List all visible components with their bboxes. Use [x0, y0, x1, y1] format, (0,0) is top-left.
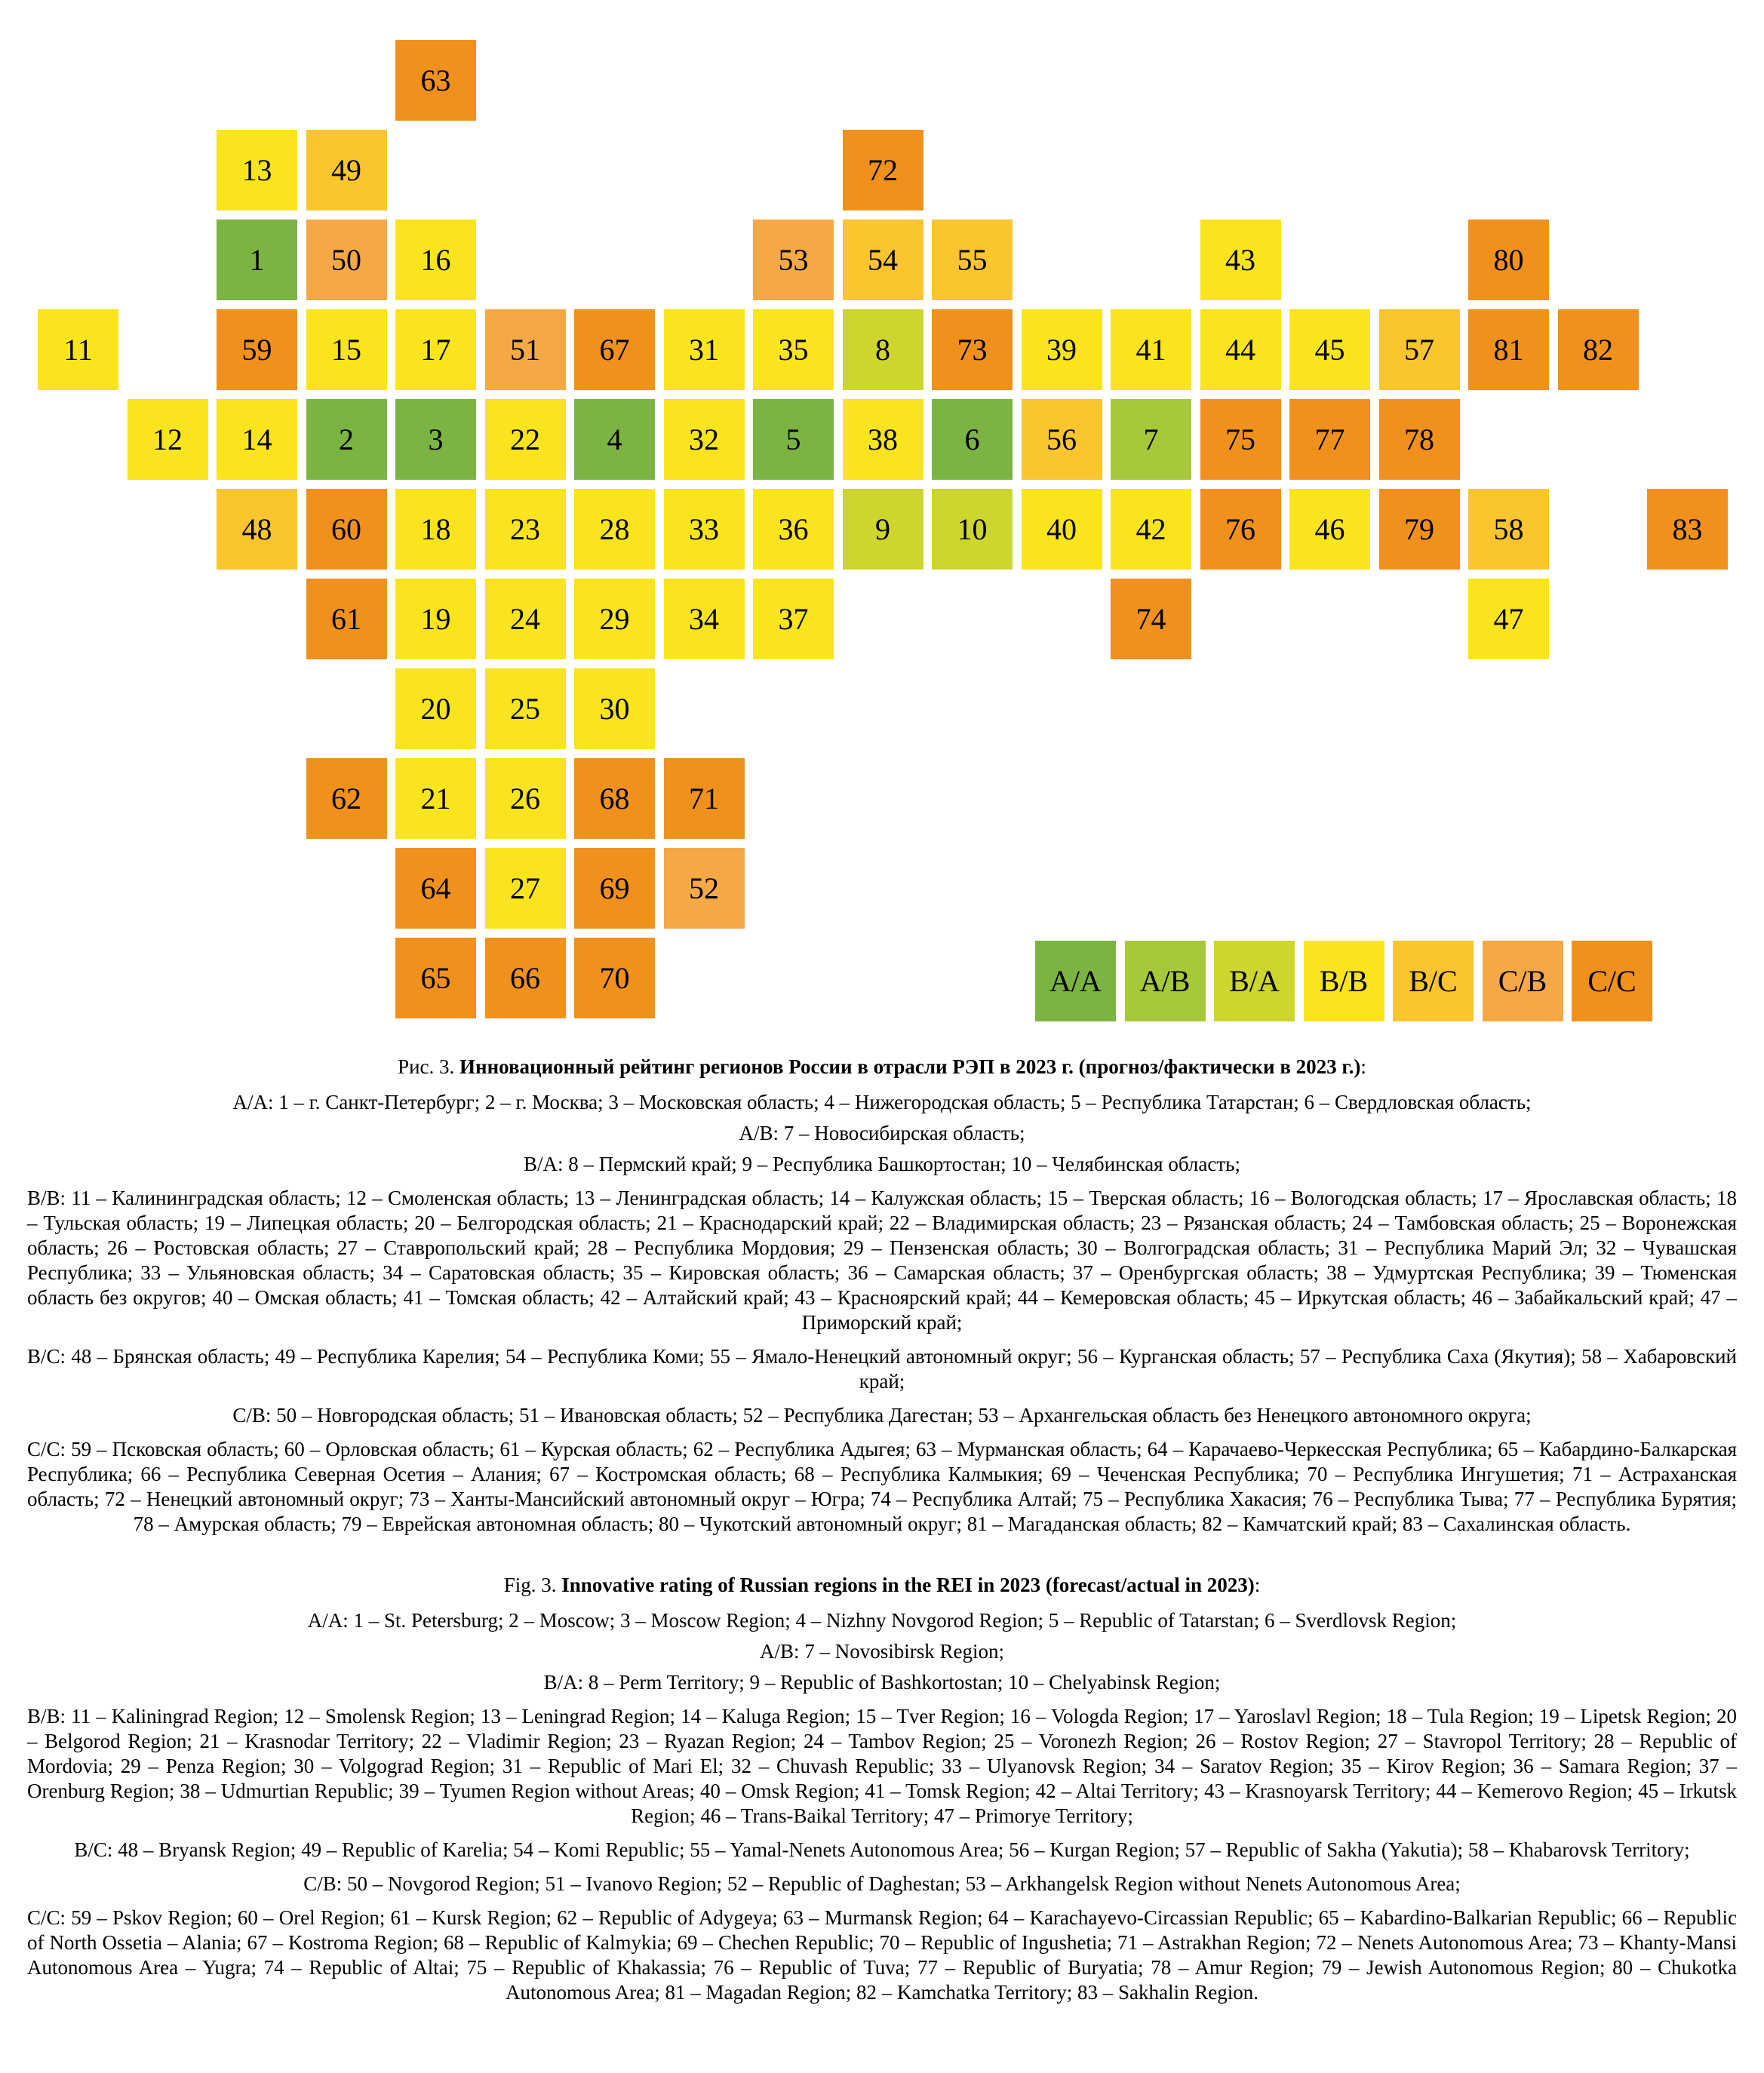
region-tile-34: 34: [664, 579, 745, 659]
region-tile-64: 64: [395, 848, 476, 929]
region-tile-62: 62: [306, 758, 387, 839]
region-tile-8: 8: [843, 309, 923, 390]
region-tile-7: 7: [1111, 399, 1191, 480]
region-tile-35: 35: [753, 309, 834, 390]
region-tile-3: 3: [395, 399, 476, 480]
figure-captions: [0, 1055, 1764, 2014]
figure-label-ru: Рис. 3.: [398, 1055, 460, 1078]
region-tile-68: 68: [574, 758, 655, 839]
region-tile-13: 13: [217, 130, 297, 210]
region-tile-63: 63: [395, 40, 476, 121]
region-tile-10: 10: [932, 489, 1013, 570]
legend-item-B-C: B/C: [1393, 941, 1474, 1021]
region-tile-26: 26: [485, 758, 566, 839]
region-tile-48: 48: [217, 489, 297, 570]
caption-en-category-ba: B/A: 8 – Perm Territory; 9 – Republic of Bashkortostan; 10 – Chelyabinsk Region;: [543, 1671, 1221, 1694]
region-tile-23: 23: [485, 489, 566, 570]
legend-item-C-B: C/B: [1483, 941, 1563, 1021]
caption-en-category-cc: C/C: 59 – Pskov Region; 60 – Orel Region; 61 – Kursk Region; 62 – Republic of Adygeya; 63 – Murmansk Region; 64 – Karachayevo-Circassian Republic; 65 – Kabardino-Balkarian Republic; 66 – Republic of North Ossetia – Alania; 67 – Kostroma Region; 68 – Republic of Kalmykia; 69 – Chechen Republic; 70 – Republic of Ingushetia; 71 – Astrakhan Region; 72 – Nenets Autonomous Area; 73 – Khanty-Mansi Autonomous Area – Yugra; 74 – Republic of Altai; 75 – Republic of Khakassia; 76 – Republic of Tuva; 77 – Republic of Buryatia; 78 – Amur Region; 79 – Jewish Autonomous Region; 80 – Chukotka Autonomous Area; 81 – Magadan Region; 82 – Kamchatka Territory; 83 – Sakhalin Region.: [27, 1906, 1737, 2004]
figure-title-ru: Инновационный рейтинг регионов России в отрасли РЭП в 2023 г. (прогноз/фактически в 2023 г.): [459, 1055, 1361, 1078]
region-tile-81: 81: [1468, 309, 1549, 390]
region-tile-39: 39: [1022, 309, 1102, 390]
region-tile-19: 19: [395, 579, 476, 659]
region-tile-27: 27: [485, 848, 566, 929]
legend-item-A-B: A/B: [1125, 941, 1206, 1021]
caption-ru-category-ba: В/А: 8 – Пермский край; 9 – Республика Башкортостан; 10 – Челябинская область;: [524, 1153, 1240, 1175]
region-tile-38: 38: [843, 399, 923, 480]
caption-en-category-ab: A/B: 7 – Novosibirsk Region;: [759, 1640, 1004, 1663]
region-tile-14: 14: [217, 399, 297, 480]
region-tile-78: 78: [1379, 399, 1460, 480]
caption-en-category-bc: B/C: 48 – Bryansk Region; 49 – Republic of Karelia; 54 – Komi Republic; 55 – Yamal-Nenets Autonomous Area; 56 – Kurgan Region; 57 – Republic of Sakha (Yakutia); 58 – Khabarovsk Territory;: [74, 1838, 1690, 1861]
figure-title-colon-ru: :: [1360, 1055, 1366, 1078]
tile-map: [0, 0, 1764, 1026]
region-tile-40: 40: [1022, 489, 1102, 570]
region-tile-32: 32: [664, 399, 745, 480]
region-tile-75: 75: [1200, 399, 1281, 480]
region-tile-44: 44: [1200, 309, 1281, 390]
region-tile-58: 58: [1468, 489, 1549, 570]
figure-title-colon-en: :: [1254, 1574, 1261, 1596]
region-tile-67: 67: [574, 309, 655, 390]
region-tile-73: 73: [932, 309, 1013, 390]
region-tile-52: 52: [664, 848, 745, 929]
region-tile-5: 5: [753, 399, 834, 480]
region-tile-57: 57: [1379, 309, 1460, 390]
region-tile-59: 59: [217, 309, 297, 390]
region-tile-25: 25: [485, 668, 566, 749]
region-tile-71: 71: [664, 758, 745, 839]
region-tile-83: 83: [1647, 489, 1728, 570]
region-tile-17: 17: [395, 309, 476, 390]
region-tile-11: 11: [38, 309, 118, 390]
legend-item-B-B: B/B: [1304, 941, 1384, 1021]
caption-ru-category-ab: А/В: 7 – Новосибирская область;: [739, 1122, 1025, 1144]
region-tile-22: 22: [485, 399, 566, 480]
region-tile-41: 41: [1111, 309, 1191, 390]
region-tile-69: 69: [574, 848, 655, 929]
caption-ru-category-aa: А/А: 1 – г. Санкт-Петербург; 2 – г. Москва; 3 – Московская область; 4 – Нижегородская область; 5 – Республика Татарстан; 6 – Свердловская область;: [232, 1091, 1532, 1113]
region-tile-9: 9: [843, 489, 923, 570]
region-tile-54: 54: [843, 220, 923, 300]
region-tile-33: 33: [664, 489, 745, 570]
region-tile-76: 76: [1200, 489, 1281, 570]
region-tile-82: 82: [1558, 309, 1639, 390]
region-tile-16: 16: [395, 220, 476, 300]
region-tile-31: 31: [664, 309, 745, 390]
caption-en-category-aa: A/A: 1 – St. Petersburg; 2 – Moscow; 3 – Moscow Region; 4 – Nizhny Novgorod Region; 5 – Republic of Tatarstan; 6 – Sverdlovsk Region;: [307, 1609, 1457, 1632]
region-tile-51: 51: [485, 309, 566, 390]
region-tile-49: 49: [306, 130, 387, 210]
region-tile-37: 37: [753, 579, 834, 659]
region-tile-45: 45: [1289, 309, 1370, 390]
region-tile-29: 29: [574, 579, 655, 659]
region-tile-2: 2: [306, 399, 387, 480]
region-tile-46: 46: [1289, 489, 1370, 570]
region-tile-47: 47: [1468, 579, 1549, 659]
region-tile-1: 1: [217, 220, 297, 300]
region-tile-36: 36: [753, 489, 834, 570]
region-tile-77: 77: [1289, 399, 1370, 480]
caption-ru-category-cb: С/В: 50 – Новгородская область; 51 – Ивановская область; 52 – Республика Дагестан; 53 – Архангельская область без Ненецкого автономного округа;: [232, 1404, 1532, 1427]
caption-ru-category-bb: В/В: 11 – Калининградская область; 12 – Смоленская область; 13 – Ленинградская область; 14 – Калужская область; 15 – Тверская область; 16 – Вологодская область; 17 – Ярославская область; 18 – Тульская область; 19 – Липецкая область; 20 – Белгородская область; 21 – Краснодарский край; 22 – Владимирская область; 23 – Рязанская область; 24 – Тамбовская область; 25 – Воронежская область; 26 – Ростовская область; 27 – Ставропольский край; 28 – Республика Мордовия; 29 – Пензенская область; 30 – Волгоградская область; 31 – Республика Марий Эл; 32 – Чувашская Республика; 33 – Ульяновская область; 34 – Саратовская область; 35 – Кировская область; 36 – Самарская область; 37 – Оренбургская область; 38 – Удмуртская Республика; 39 – Тюменская область без округов; 40 – Омская область; 41 – Томская область; 42 – Алтайский край; 43 – Красноярский край; 44 – Кемеровская область; 45 – Иркутская область; 46 – Забайкальский край; 47 – Приморский край;: [27, 1187, 1737, 1334]
region-tile-70: 70: [574, 938, 655, 1018]
region-tile-24: 24: [485, 579, 566, 659]
region-tile-60: 60: [306, 489, 387, 570]
region-tile-42: 42: [1111, 489, 1191, 570]
region-tile-30: 30: [574, 668, 655, 749]
region-tile-50: 50: [306, 220, 387, 300]
caption-title-ru: [27, 1055, 1737, 1079]
figure-label-en: Fig. 3.: [503, 1574, 562, 1596]
region-tile-79: 79: [1379, 489, 1460, 570]
region-tile-21: 21: [395, 758, 476, 839]
region-tile-28: 28: [574, 489, 655, 570]
region-tile-55: 55: [932, 220, 1013, 300]
region-tile-74: 74: [1111, 579, 1191, 659]
caption-en-category-cb: C/B: 50 – Novgorod Region; 51 – Ivanovo Region; 52 – Republic of Daghestan; 53 – Arkhangelsk Region without Nenets Autonomous Area;: [303, 1872, 1461, 1895]
region-tile-4: 4: [574, 399, 655, 480]
caption-ru-category-bc: В/С: 48 – Брянская область; 49 – Республика Карелия; 54 – Республика Коми; 55 – Ямало-Ненецкий автономный округ; 56 – Курганская область; 57 – Республика Саха (Якутия); 58 – Хабаровский край;: [27, 1345, 1737, 1393]
region-tile-65: 65: [395, 938, 476, 1018]
region-tile-53: 53: [753, 220, 834, 300]
legend-item-C-C: C/C: [1572, 941, 1652, 1021]
region-tile-18: 18: [395, 489, 476, 570]
region-tile-6: 6: [932, 399, 1013, 480]
figure-title-en: Innovative rating of Russian regions in the REI in 2023 (forecast/actual in 2023): [561, 1574, 1255, 1596]
region-tile-61: 61: [306, 579, 387, 659]
region-tile-20: 20: [395, 668, 476, 749]
caption-title-en: [27, 1573, 1737, 1598]
legend-item-A-A: A/A: [1035, 941, 1116, 1021]
region-tile-56: 56: [1022, 399, 1102, 480]
region-tile-15: 15: [306, 309, 387, 390]
caption-ru-category-cc: С/С: 59 – Псковская область; 60 – Орловская область; 61 – Курская область; 62 – Республика Адыгея; 63 – Мурманская область; 64 – Карачаево-Черкесская Республика; 65 – Кабардино-Балкарская Республика; 66 – Республика Северная Осетия – Алания; 67 – Костромская область; 68 – Республика Калмыкия; 69 – Чеченская Республика; 70 – Республика Ингушетия; 71 – Астраханская область; 72 – Ненецкий автономный округ; 73 – Ханты-Мансийский автономный округ – Югра; 74 – Республика Алтай; 75 – Республика Хакасия; 76 – Республика Тыва; 77 – Республика Бурятия; 78 – Амурская область; 79 – Еврейская автономная область; 80 – Чукотский автономный округ; 81 – Магаданская область; 82 – Камчатский край; 83 – Сахалинская область.: [27, 1438, 1737, 1535]
caption-en-category-bb: B/B: 11 – Kaliningrad Region; 12 – Smolensk Region; 13 – Leningrad Region; 14 – Kaluga Region; 15 – Tver Region; 16 – Vologda Region; 17 – Yaroslavl Region; 18 – Tula Region; 19 – Lipetsk Region; 20 – Belgorod Region; 21 – Krasnodar Territory; 22 – Vladimir Region; 23 – Ryazan Region; 24 – Tambov Region; 25 – Voronezh Region; 26 – Rostov Region; 27 – Stavropol Territory; 28 – Republic of Mordovia; 29 – Penza Region; 30 – Volgograd Region; 31 – Republic of Mari El; 32 – Chuvash Republic; 33 – Ulyanovsk Region; 34 – Saratov Region; 35 – Kirov Region; 36 – Samara Region; 37 – Orenburg Region; 38 – Udmurtian Republic; 39 – Tyumen Region without Areas; 40 – Omsk Region; 41 – Tomsk Region; 42 – Altai Territory; 43 – Krasnoyarsk Territory; 44 – Kemerovo Region; 45 – Irkutsk Region; 46 – Trans-Baikal Territory; 47 – Primorye Territory;: [27, 1705, 1737, 1827]
region-tile-12: 12: [128, 399, 208, 480]
legend-item-B-A: B/A: [1214, 941, 1295, 1021]
region-tile-66: 66: [485, 938, 566, 1018]
region-tile-43: 43: [1200, 220, 1281, 300]
region-tile-72: 72: [843, 130, 923, 210]
region-tile-80: 80: [1468, 220, 1549, 300]
